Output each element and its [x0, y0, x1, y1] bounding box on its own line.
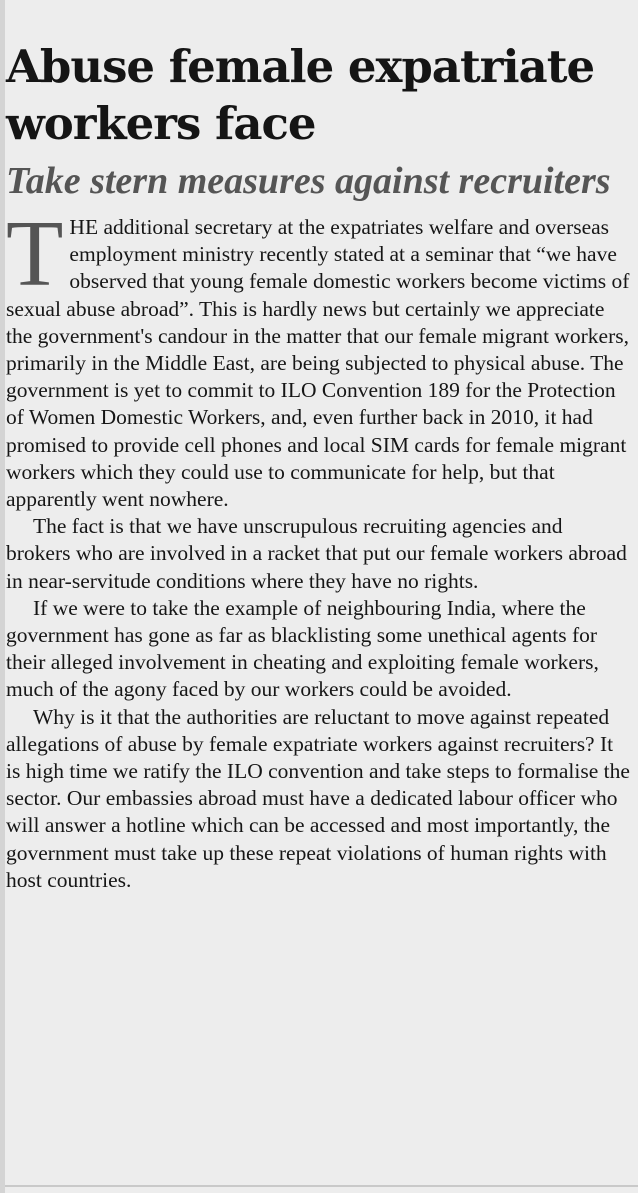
headline: Abuse female expatriate workers face — [6, 40, 595, 150]
paragraph-2: The fact is that we have unscrupulous recruiting agencies and brokers who are involved in a racket that put our female workers abroad in near-servitude conditions where they have no rights. — [6, 514, 627, 593]
paragraph-1-text: HE additional secretary at the expatriates welfare and overseas employment ministry recently stated at a seminar that “we have observed that young female domestic workers become victims of sexual abuse abroad”. This is hardly news but certainly we appreciate the government's candour in the matter that our female migrant workers, primarily in the Middle East, are being subjected to physical abuse. The government is yet to commit to ILO Convention 189 for the Protection of Women Domestic Workers, and, even further back in 2010, it had promised to provide cell phones and local SIM cards for female migrant workers which they could use to communicate for help, but that apparently went nowhere. — [6, 215, 630, 512]
left-margin-rule — [0, 0, 5, 1193]
paragraph-3: If we were to take the example of neighbouring India, where the government has gone as far as blacklisting some unethical agents for their alleged involvement in cheating and exploiting female workers, much of the agony faced by our workers could be avoided. — [6, 595, 599, 702]
paragraph-1 — [6, 202, 632, 513]
paragraph-4: Why is it that the authorities are reluctant to move against repeated allegations of abuse by female expatriate workers against recruiters? It is high time we ratify the ILO convention and take steps to formalise the sector. Our embassies abroad must have a dedicated labour officer who will answer a hotline which can be accessed and most importantly, the government must take up these repeat violations of human rights with host countries. — [6, 704, 630, 892]
subheadline: Take stern measures against recruiters — [6, 160, 611, 202]
drop-cap: T — [6, 202, 64, 306]
editorial-article — [6, 38, 632, 894]
bottom-edge-rule — [5, 1185, 638, 1187]
article-body — [6, 202, 632, 894]
